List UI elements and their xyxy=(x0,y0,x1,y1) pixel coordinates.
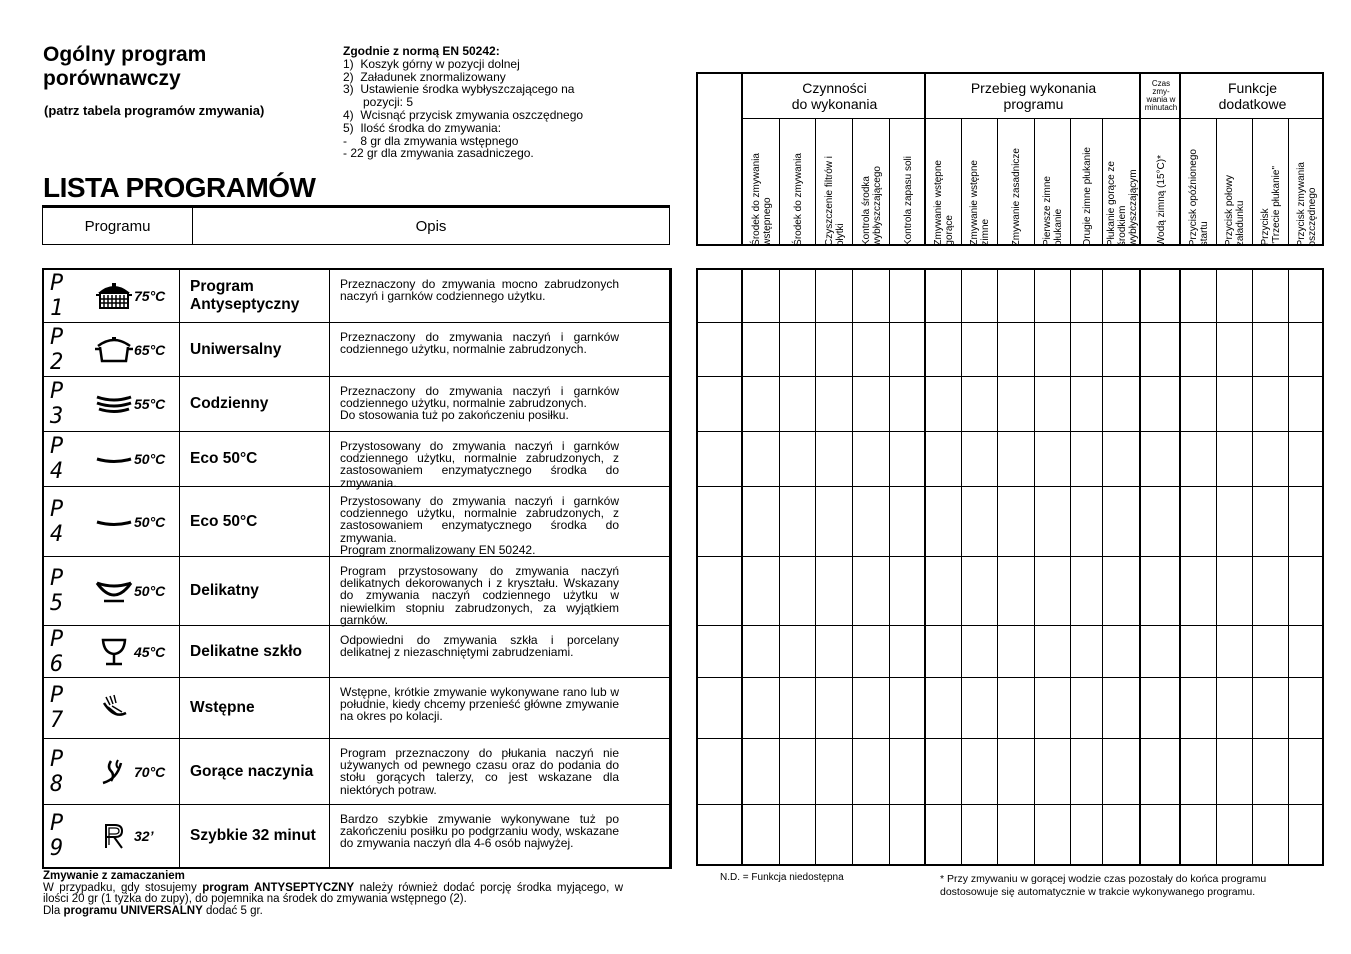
plates-icon xyxy=(94,393,134,415)
grid-column-label: Przycisk zmywania oszczędnego xyxy=(1295,161,1318,246)
program-number: P 4 xyxy=(50,496,66,547)
program-code-cell xyxy=(44,432,180,486)
program-name: Program Antyseptyczny xyxy=(180,270,330,322)
grid-column-header xyxy=(926,120,962,246)
soak-footnote xyxy=(43,871,623,917)
grid-row-line xyxy=(698,625,1322,626)
grid-column-line xyxy=(1139,270,1141,864)
function-grid-body xyxy=(696,268,1324,866)
grid-column-line xyxy=(1288,270,1289,864)
program-description xyxy=(330,557,669,625)
program-number: P 6 xyxy=(50,626,66,677)
program-description-text: Przystosowany do zmywania naczyń i garnków codziennego użytku, normalnie zabrudzonych, z zastosowaniem enzymatycznego środka do zmywania. xyxy=(340,439,619,490)
program-row xyxy=(44,805,669,867)
grid-column-label: Zmywanie wstępne zimne xyxy=(969,160,991,246)
program-description-text: Przystosowany do zmywania naczyń i garnków codziennego użytku, normalnie zabrudzonych, z zastosowaniem enzymatycznego środka do zmywania. xyxy=(340,494,619,545)
grid-group-label: Czas zmy- wania w minutach xyxy=(1144,79,1178,112)
grid-column-header xyxy=(743,120,780,246)
grid-column-header xyxy=(1289,120,1324,246)
grid-row-line xyxy=(698,431,1322,432)
grid-column-label: Płukanie gorące ze środkiem wybłyszczającym xyxy=(1105,160,1139,246)
program-row xyxy=(44,626,669,678)
grid-row-line xyxy=(698,804,1322,805)
grid-row-line xyxy=(698,556,1322,557)
norm-line: pozycji: 5 xyxy=(343,95,414,110)
grid-column-header xyxy=(1103,120,1141,246)
program-number: P 8 xyxy=(50,746,66,797)
grid-column-header xyxy=(890,120,926,246)
bowl-icon xyxy=(94,577,134,605)
plate-icon xyxy=(94,452,134,466)
program-number: P 2 xyxy=(50,324,66,375)
hot-spray-icon xyxy=(94,757,134,787)
program-name: Eco 50°C xyxy=(180,487,330,556)
program-description xyxy=(330,678,669,738)
program-row xyxy=(44,487,669,557)
program-description xyxy=(330,739,669,804)
title-line2: porównawczy xyxy=(43,67,181,90)
grid-row-line xyxy=(698,677,1322,678)
program-description-text: Wstępne, krótkie zmywanie wykonywane rano lub w południe, kiedy chcemy przenieść główne zmywanie na okres po kolacji. xyxy=(340,685,619,724)
norm-line: - 8 gr dla zmywania wstępnego xyxy=(343,133,519,148)
program-code-cell xyxy=(44,678,180,738)
footnote-title: Zmywanie z zamaczaniem xyxy=(43,870,185,882)
program-name: Delikatne szkło xyxy=(180,626,330,677)
grid-column-line xyxy=(852,270,853,864)
header-program: Programu xyxy=(43,208,193,244)
grid-row-line xyxy=(698,486,1322,487)
program-description xyxy=(330,805,669,867)
footnote-bold: programu UNIVERSALNY xyxy=(63,904,203,917)
program-name: Gorące naczynia xyxy=(180,739,330,804)
program-description xyxy=(330,487,669,556)
program-temperature: 75°C xyxy=(134,288,166,304)
grid-column-line xyxy=(1179,270,1181,864)
program-table-header xyxy=(42,205,670,245)
footnote-text: należy również dodać porcję środka myjącego, w ilości 20 gr (1 tyżka do zupy), do pojemnika na środek do zmywania wstępnego (2). xyxy=(43,881,624,905)
program-number: P 3 xyxy=(50,379,66,429)
program-row xyxy=(44,739,669,805)
star-note-line: * Przy zmywaniu w gorącej wodzie czas pozostały do końca programu xyxy=(940,873,1267,885)
program-temperature: 70°C xyxy=(134,763,166,780)
star-note-line: dostosowuje się automatycznie w trakcie wykonywanego programu. xyxy=(940,886,1256,898)
glass-icon xyxy=(94,637,134,667)
grid-column-header xyxy=(1253,120,1289,246)
grid-column-header xyxy=(1181,120,1217,246)
norm-line: 3) Ustawienie środka wybłyszczającego na xyxy=(343,82,575,97)
program-temperature: 45°C xyxy=(134,643,166,660)
grid-column-label: Przycisk "Trzecie płukanie" xyxy=(1260,166,1282,246)
norm-line: - 22 gr dla zmywania zasadniczego. xyxy=(343,146,534,161)
program-number: P 1 xyxy=(50,271,66,321)
grid-column-line xyxy=(741,270,743,864)
grid-column-header xyxy=(1141,120,1181,246)
program-row xyxy=(44,557,669,626)
grid-column-line xyxy=(924,270,926,864)
grid-column-header xyxy=(853,120,890,246)
norm-line: 2) Załadunek znormalizowany xyxy=(343,69,506,84)
program-row xyxy=(44,678,669,739)
program-name: Szybkie 32 minut xyxy=(180,805,330,867)
grid-column-label: Przycisk połowy załadunku xyxy=(1224,174,1246,246)
grid-column-line xyxy=(1102,270,1103,864)
program-description-text: Przeznaczony do zmywania naczyń i garnków codziennego użytku, normalnie zabrudzonych. xyxy=(340,330,619,357)
grid-column-line xyxy=(1216,270,1217,864)
grid-column-header xyxy=(962,120,998,246)
program-code-cell xyxy=(44,323,180,376)
star-note xyxy=(940,873,1266,899)
footnote-text: W przypadku, gdy stosujemy xyxy=(43,881,203,894)
program-table xyxy=(42,268,672,869)
grid-column-header xyxy=(1071,120,1103,246)
grid-column-header xyxy=(998,120,1035,246)
grid-row-line xyxy=(698,322,1322,323)
program-temperature: 55°C xyxy=(134,396,166,412)
grid-row-line xyxy=(698,376,1322,377)
program-number: P 9 xyxy=(50,811,66,861)
program-description xyxy=(330,377,669,431)
grid-column-line xyxy=(1034,270,1035,864)
program-description-text: Odpowiedni do zmywania szkła i porcelany delikatnej z niezaschniętymi zabrudzeniami. xyxy=(340,633,619,660)
nd-note: N.D. = Funkcja niedostępna xyxy=(720,872,844,883)
grid-column-line xyxy=(961,270,962,864)
norm-title: Zgodnie z normą EN 50242: xyxy=(343,44,500,58)
program-description-text: Program przystosowany do zmywania naczyń delikatnych dekorowanych i z kryształu. Wskazany do zmywania naczyń codziennego użytku w niewielkim stopniu zabrudzonych, za wyjątkiem garnków. xyxy=(340,564,619,627)
grid-column-label: Środek do zmywania wstępnego xyxy=(750,153,773,246)
footnote-text: Dla xyxy=(43,904,64,917)
program-code-cell xyxy=(44,626,180,677)
program-code-cell xyxy=(44,487,180,556)
function-grid-header xyxy=(696,72,1324,246)
program-description-text: Przeznaczony do zmywania naczyń i garnków codziennego użytku, normalnie zabrudzonych. xyxy=(340,384,619,411)
grid-column-line xyxy=(815,270,816,864)
program-number: P 4 xyxy=(50,434,66,484)
program-number: P 5 xyxy=(50,566,66,616)
grid-column-label: Zmywanie zasadnicze xyxy=(1011,147,1022,246)
grid-column-line xyxy=(889,270,890,864)
program-temperature: 50°C xyxy=(134,583,166,599)
grid-row-line xyxy=(698,738,1322,739)
grid-column-header xyxy=(780,120,816,246)
program-code-cell xyxy=(44,557,180,625)
program-description xyxy=(330,323,669,376)
program-temperature: 65°C xyxy=(134,341,166,358)
program-temperature: 32’ xyxy=(134,828,154,844)
program-description xyxy=(330,270,669,322)
grid-column-label: Kontrola środka wybłyszczającego xyxy=(860,165,883,246)
program-name: Wstępne xyxy=(180,678,330,738)
section-title xyxy=(43,43,206,91)
program-name: Codzienny xyxy=(180,377,330,431)
heavy-pot-icon xyxy=(94,281,134,311)
grid-column-header xyxy=(1217,120,1253,246)
grid-column-header xyxy=(816,120,853,246)
footnote-text: dodać 5 gr. xyxy=(202,904,263,917)
grid-column-label: Czyszczenie filtrów i płytki xyxy=(823,155,846,246)
program-code-cell xyxy=(44,805,180,867)
program-description-text: Bardzo szybkie zmywanie wykonywane tuż po zakończeniu posiłku po podgrzaniu wody, wskazane do zmywania naczyń dla 4-6 osób najwyżej. xyxy=(340,812,619,851)
footnote-bold: program ANTYSEPTYCZNY xyxy=(202,881,355,894)
grid-group-divider xyxy=(743,118,1322,119)
program-name: Uniwersalny xyxy=(180,323,330,376)
norm-line: 5) Ilość środka do zmywania: xyxy=(343,120,502,135)
norm-line: 4) Wcisnąć przycisk zmywania oszczędnego xyxy=(343,107,584,122)
grid-column-line xyxy=(1252,270,1253,864)
title-subtitle: (patrz tabela programów zmywania) xyxy=(44,103,265,118)
norm-line: 1) Koszyk górny w pozycji dolnej xyxy=(343,56,520,71)
grid-column-line xyxy=(1070,270,1071,864)
program-description xyxy=(330,432,669,490)
grid-column-label: Pierwsze zimne płukanie xyxy=(1042,175,1064,246)
grid-group-label: Funkcje dodatkowe xyxy=(1218,80,1287,112)
grid-column-label: Wodą zimną (15°C)* xyxy=(1155,154,1167,246)
program-code-cell xyxy=(44,739,180,804)
program-name: Delikatny xyxy=(180,557,330,625)
program-row xyxy=(44,323,669,377)
program-name: Eco 50°C xyxy=(180,432,330,486)
program-temperature: 50°C xyxy=(134,513,166,530)
program-description xyxy=(330,626,669,677)
program-list-heading: LISTA PROGRAMÓW xyxy=(43,172,316,203)
program-description-text: Program znormalizowany EN 50242. xyxy=(340,542,536,557)
program-code-cell xyxy=(44,377,180,431)
grid-column-label: Zmywanie wstępne gorące xyxy=(933,160,955,246)
program-row xyxy=(44,377,669,432)
header-description: Opis xyxy=(415,217,447,235)
program-row xyxy=(44,432,669,490)
title-line1: Ogólny program xyxy=(43,43,207,66)
plate-icon xyxy=(94,515,134,529)
grid-column-label: Drugie zimne płukanie xyxy=(1081,147,1093,246)
program-description-text: Do stosowania tuż po zakończeniu posiłku. xyxy=(340,408,569,423)
grid-column-line xyxy=(779,270,780,864)
program-description-text: Program przeznaczony do płukania naczyń nie używanych od pewnego czasu oraz do podania do stołu gorących talerzy, co jest wskazane dla niektórych potraw. xyxy=(340,746,619,797)
spray-icon xyxy=(94,693,134,723)
program-description-text: Przeznaczony do zmywania mocno zabrudzonych naczyń i garnków codziennego użytku. xyxy=(340,277,619,304)
program-row xyxy=(44,270,669,323)
r-icon xyxy=(94,822,134,850)
grid-column-label: Środek do zmywania xyxy=(792,153,804,246)
program-temperature: 50°C xyxy=(134,451,166,467)
grid-column-label: Przycisk opóźnionego startu xyxy=(1188,148,1210,246)
grid-column-label: Kontrola zapasu soli xyxy=(902,155,914,246)
grid-column-line xyxy=(997,270,998,864)
grid-group-label: Czynności do wykonania xyxy=(791,80,878,112)
program-code-cell xyxy=(44,270,180,322)
program-number: P 7 xyxy=(50,683,66,733)
norm-block xyxy=(343,45,643,160)
grid-column-header xyxy=(1035,120,1071,246)
grid-group-label: Przebieg wykonania programu xyxy=(970,80,1097,112)
pot-icon xyxy=(94,336,134,364)
